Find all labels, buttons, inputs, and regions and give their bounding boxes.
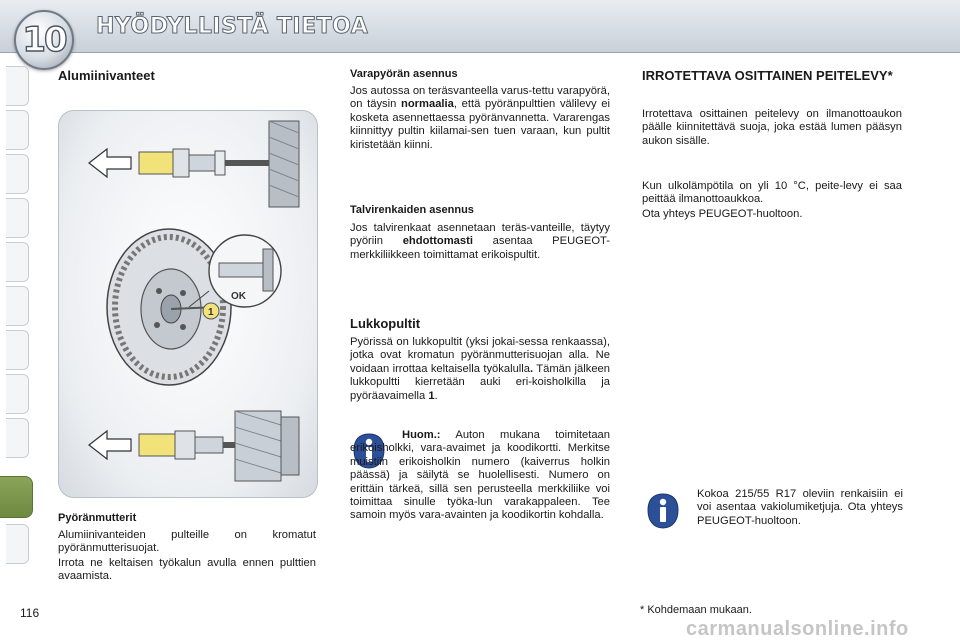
watermark: carmanualsonline.info [686, 618, 909, 640]
page-number: 116 [20, 606, 40, 620]
wheel-illustration-svg [59, 111, 317, 497]
tire-chains-note: Kokoa 215/55 R17 oleviin renkaisiin ei voi asentaa vakiolumiketjuja. Ota yhteys PEUGEOT-huoltoon. [697, 488, 903, 527]
winter-tyres-text: Jos talvirenkaat asennetaan teräs-vanteille, täytyy pyöriin ehdottomasti asentaa PEUGEOT-merkkiliikkeen toimittamat erikoispultit. [350, 222, 610, 261]
chapter-number-badge: 10 [14, 10, 74, 70]
side-tab-active[interactable] [0, 476, 33, 518]
wheel-nuts-heading: Pyöränmutterit [58, 512, 137, 524]
wheel-bolts-illustration [58, 110, 318, 498]
wheel-nuts-text-2: Irrota ne keltaisen työkalun avulla ennen pulttien avaamista. [58, 557, 316, 583]
side-tab[interactable] [6, 242, 29, 282]
callout-number: 1 [208, 307, 214, 318]
side-tab[interactable] [6, 330, 29, 370]
side-tab[interactable] [6, 66, 29, 106]
chapter-title: HYÖDYLLISTÄ TIETOA [96, 14, 369, 39]
wheel-nuts-text-1: Alumiinivanteiden pulteille on kromatut pyöränmutterisuojat. [58, 529, 316, 555]
locking-bolts-text: Pyörissä on lukkopultit (yksi jokai-sessa renkaassa), jotka ovat kromatun pyöränmutterisuojan alla. Ne voidaan irrottaa keltaisella työkalulla. Tämän jälkeen lukkopultti kierretään auki eri-koisholkilla ja pyöräavaimella 1. [350, 336, 610, 402]
side-tab[interactable] [6, 110, 29, 150]
note-text: Huom.: Auton mukana toimitetaan erikoisholkki, vara-avaimet ja koodikortti. Merkitse muistiin erikoisholkin numero (kaiverrus holkin päässä) ja säilytä se huolellisesti. Numero on erittäin tärkeä, sillä sen perusteella merkkiliike voi toimittaa sinulle työka-lun varakappaleen. Tee samoin myös vara-avainten ja koodikortin kohdalla. [350, 429, 610, 522]
callout-1 [203, 303, 219, 319]
side-tab[interactable] [6, 374, 29, 414]
footnote: * Kohdemaan mukaan. [640, 604, 752, 616]
ok-label: OK [231, 291, 246, 302]
alloy-wheels-heading: Alumiinivanteet [58, 68, 155, 83]
side-tab[interactable] [6, 418, 29, 458]
chapter-side-tabs [0, 66, 32, 576]
side-tab[interactable] [6, 524, 29, 564]
bolt-removal-bottom [89, 411, 299, 481]
cover-plate-text-1: Irrotettava osittainen peitelevy on ilmanottoaukon päälle kiinnitettävä suoja, joka estää lumen pääsyn aukon sisälle. [642, 108, 902, 147]
info-icon [646, 492, 680, 530]
bolt-removal-top [89, 121, 299, 207]
side-tab[interactable] [6, 154, 29, 194]
side-tab[interactable] [6, 198, 29, 238]
cover-plate-text-2: Kun ulkolämpötila on yli 10 °C, peite-levy ei saa peittää ilmanottoaukkoa. [642, 180, 902, 206]
cover-plate-heading: IRROTETTAVA OSITTAINEN PEITELEVY* [642, 68, 893, 83]
side-tab[interactable] [6, 286, 29, 326]
spare-wheel-heading: Varapyörän asennus [350, 68, 458, 80]
winter-tyres-heading: Talvirenkaiden asennus [350, 204, 474, 216]
locking-bolts-heading: Lukkopultit [350, 316, 421, 331]
spare-wheel-text: Jos autossa on teräsvanteella varus-tettu varapyörä, on täysin normaalia, että pyöränpulttien välilevy ei kosketa asennettaessa pyöränvannetta. Vararengas kiinnittyy pultin kiilamai-sen tuen varaan, kun pultit kiristetään kiinni. [350, 85, 610, 151]
cover-plate-text-3: Ota yhteys PEUGEOT-huoltoon. [642, 208, 803, 220]
